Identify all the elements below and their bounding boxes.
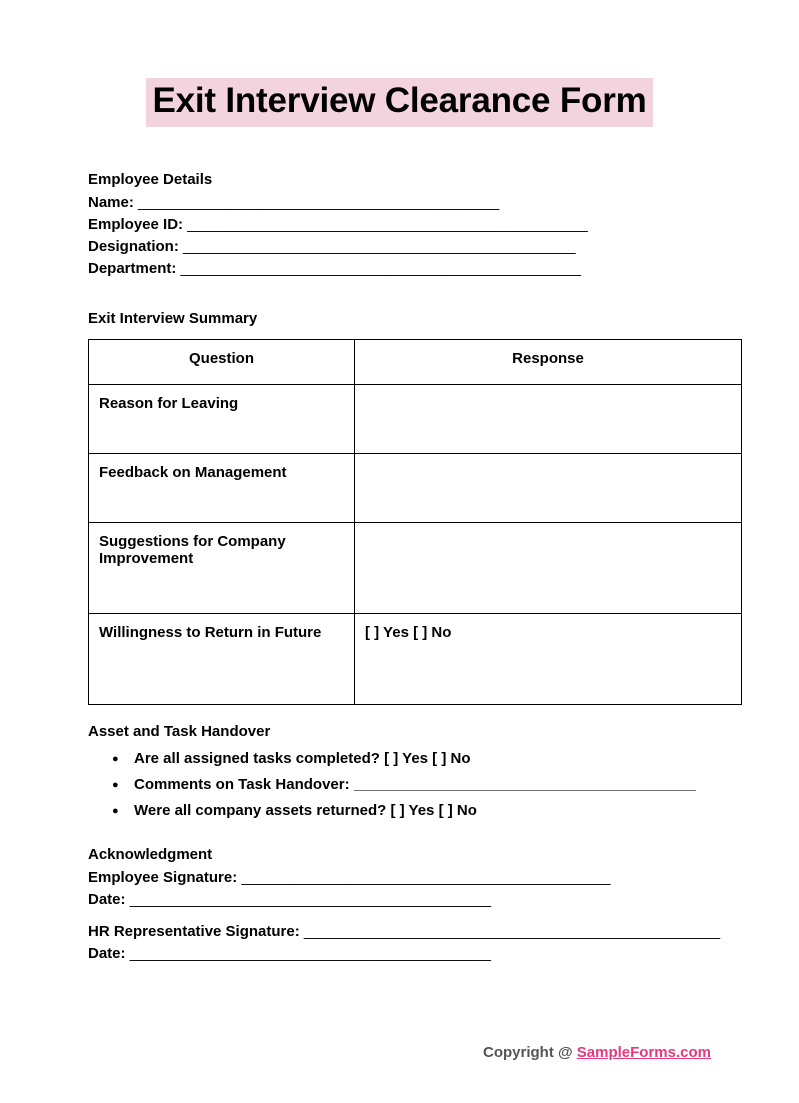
field-department-rule[interactable]: ___________________________________________________ bbox=[180, 259, 581, 277]
field-designation-rule[interactable]: __________________________________________________ bbox=[183, 237, 576, 255]
spacer bbox=[88, 828, 711, 846]
field-hr-date-rule[interactable]: ______________________________________________ bbox=[129, 944, 491, 962]
document-body bbox=[0, 171, 799, 962]
footer-brand-link[interactable]: SampleForms.com bbox=[576, 1044, 711, 1061]
footer bbox=[483, 1044, 711, 1061]
field-employee-id-rule[interactable]: ___________________________________________________ bbox=[187, 215, 588, 233]
field-employee-id-label: Employee ID: bbox=[88, 215, 184, 233]
asset-handover-list bbox=[88, 750, 711, 819]
cell-question-willingness-to-return: Willingness to Return in Future bbox=[89, 613, 355, 704]
spacer bbox=[88, 705, 711, 723]
field-employee-signature bbox=[88, 869, 711, 886]
section-heading-exit-interview-summary: Exit Interview Summary bbox=[88, 309, 258, 327]
column-header-question: Question bbox=[89, 339, 355, 384]
field-employee-id bbox=[88, 216, 711, 233]
cell-question-suggestions-for-company-improvement: Suggestions for Company Improvement bbox=[89, 522, 355, 613]
field-employee-signature-label: Employee Signature: bbox=[88, 868, 238, 886]
table-row bbox=[89, 384, 742, 453]
section-heading-acknowledgment: Acknowledgment bbox=[88, 845, 213, 863]
field-department bbox=[88, 260, 711, 277]
field-hr-signature-rule[interactable]: _____________________________________________________ bbox=[303, 922, 720, 940]
list-item[interactable]: ● Comments on Task Handover: _________________________________________ bbox=[134, 776, 711, 793]
field-hr-signature bbox=[88, 922, 720, 940]
section-heading-asset-and-task-handover: Asset and Task Handover bbox=[88, 722, 271, 740]
cell-question-reason-for-leaving: Reason for Leaving bbox=[89, 384, 355, 453]
field-employee-date-rule[interactable]: ______________________________________________ bbox=[129, 890, 491, 908]
field-hr-signature-label: HR Representative Signature: bbox=[88, 922, 300, 940]
cell-question-feedback-on-management: Feedback on Management bbox=[89, 453, 355, 522]
footer-copyright: Copyright @ bbox=[482, 1044, 573, 1061]
list-item[interactable]: ● Are all assigned tasks completed? [ ] Yes [ ] No bbox=[134, 750, 711, 767]
field-designation bbox=[88, 238, 711, 255]
section-heading-employee-details: Employee Details bbox=[88, 170, 213, 188]
field-employee-date bbox=[88, 891, 711, 908]
field-employee-date-label: Date: bbox=[88, 890, 126, 908]
spacer bbox=[88, 913, 711, 923]
field-name-rule[interactable]: ______________________________________________ bbox=[138, 193, 499, 211]
document-page bbox=[0, 78, 799, 1103]
table-header-row bbox=[89, 339, 742, 384]
cell-response-feedback-on-management[interactable] bbox=[355, 453, 742, 522]
field-designation-label: Designation: bbox=[88, 237, 179, 255]
cell-response-reason-for-leaving[interactable] bbox=[355, 384, 742, 453]
page-title: Exit Interview Clearance Form bbox=[146, 78, 652, 127]
field-name-label: Name: bbox=[88, 193, 134, 211]
cell-response-suggestions-for-company-improvement[interactable] bbox=[355, 522, 742, 613]
table-row bbox=[89, 453, 742, 522]
field-name bbox=[88, 194, 711, 211]
cell-response-willingness-to-return[interactable]: [ ] Yes [ ] No bbox=[355, 613, 742, 704]
field-employee-signature-rule[interactable]: _______________________________________________ bbox=[241, 868, 610, 886]
exit-interview-summary-table bbox=[88, 339, 742, 705]
table-row bbox=[89, 522, 742, 613]
field-department-label: Department: bbox=[88, 259, 177, 277]
title-container bbox=[0, 78, 799, 127]
table-row bbox=[89, 613, 742, 704]
list-item[interactable]: ● Were all company assets returned? [ ] Yes [ ] No bbox=[134, 802, 711, 819]
field-hr-date-label: Date: bbox=[88, 944, 126, 962]
spacer bbox=[88, 282, 711, 310]
field-hr-date bbox=[88, 945, 711, 962]
column-header-response: Response bbox=[355, 339, 742, 384]
